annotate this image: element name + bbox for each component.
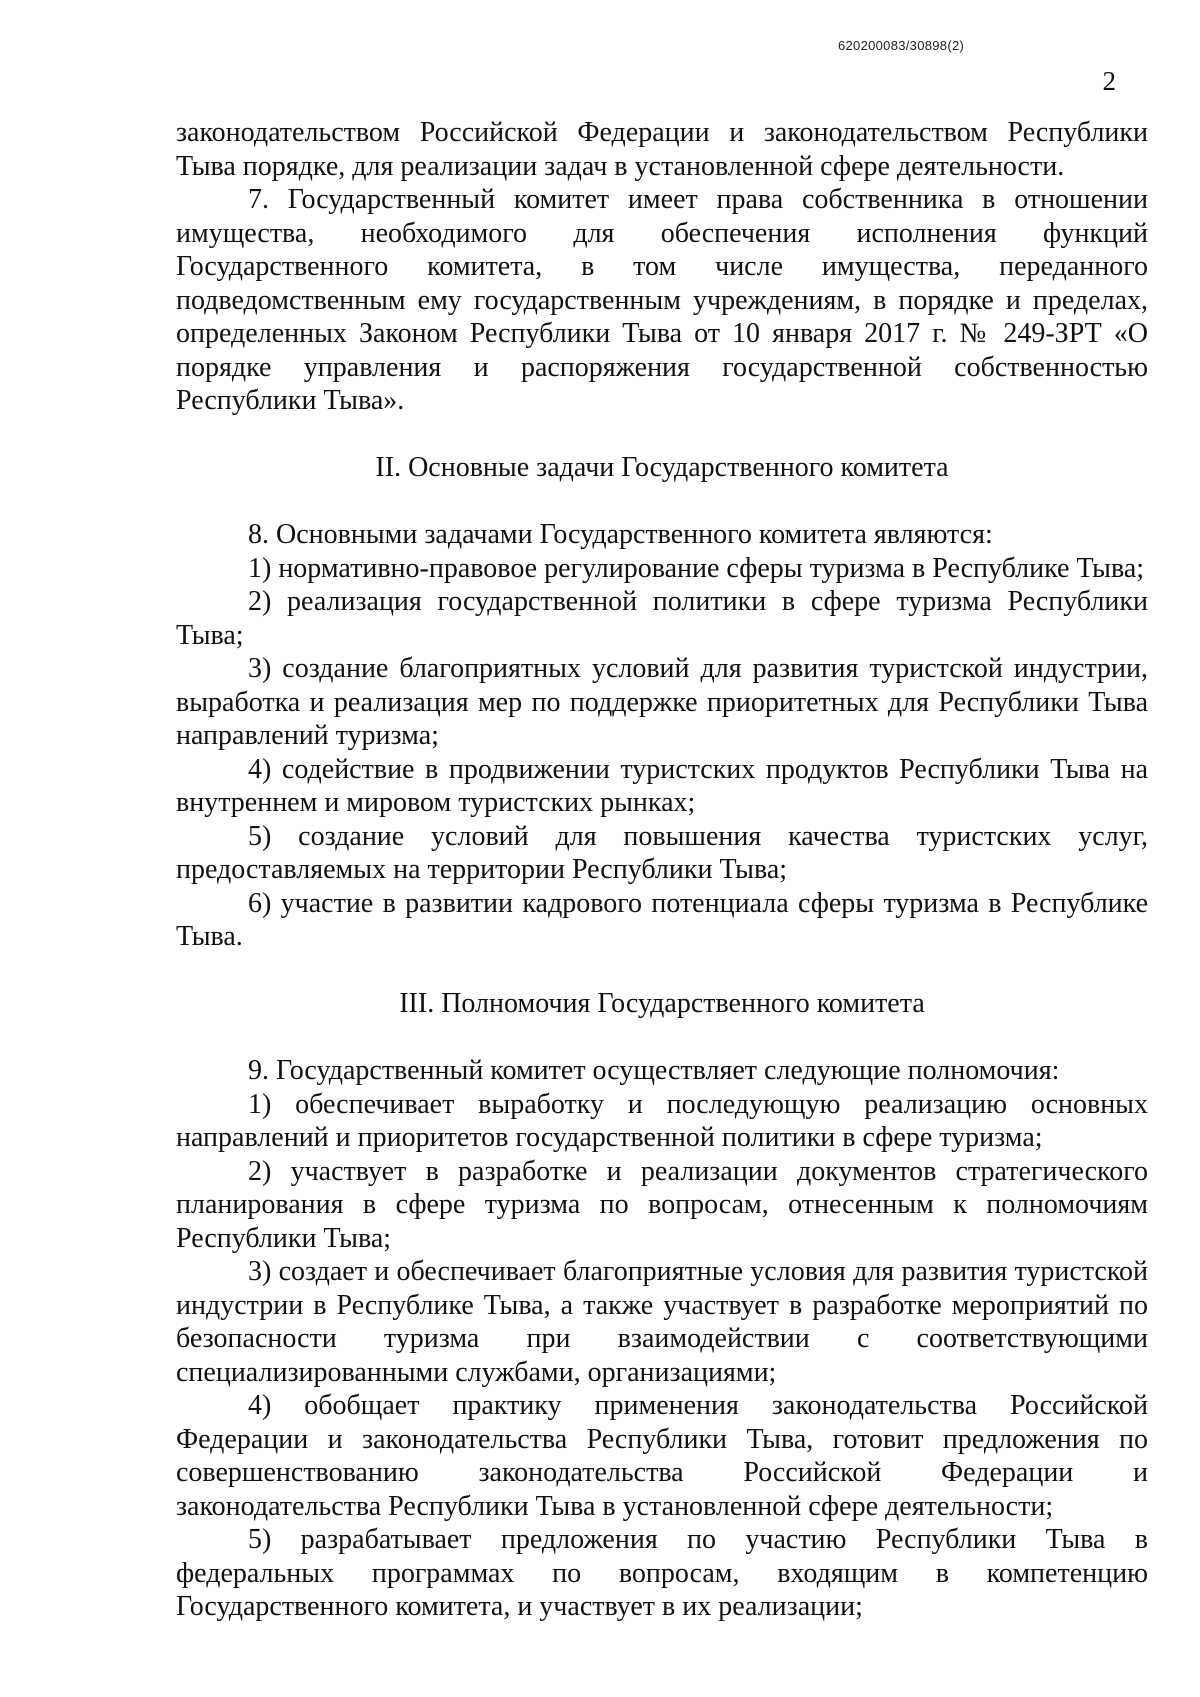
list-item-8-1: 1) нормативно-правовое регулирование сферы туризма в Республике Тыва; [248,552,1145,584]
document-body [176,116,1148,1624]
spacer [176,418,1148,452]
document-id: 620200083/30898(2) [838,38,965,53]
paragraph-continuation: законодательством Российской Федерации и законодательством Республики Тыва порядке, для реализации задач в установленной сфере деятельности. [176,117,1148,182]
paragraph-8: 8. Основными задачами Государственного комитета являются: [248,519,993,550]
spacer [176,954,1148,988]
list-item-8-6: 6) участие в развитии кадрового потенциала сферы туризма в Республике Тыва. [176,887,1148,952]
section-heading-2: II. Основные задачи Государственного комитета [375,452,949,483]
list-item-9-2: 2) участвует в разработке и реализации документов стратегического планирования в сфере туризма по вопросам, отнесенным к полномочиям Республики Тыва; [176,1155,1148,1254]
list-item-9-4: 4) обобщает практику применения законодательства Российской Федерации и законодательства Республики Тыва, готовит предложения по совершенствованию законодательства Российской Федерации и законодательства Республики Тыва в установленной сфере деятельности; [176,1390,1148,1522]
section-heading-3: III. Полномочия Государственного комитета [399,988,925,1019]
list-item-9-1: 1) обеспечивает выработку и последующую реализацию основных направлений и приоритетов государственной политики в сфере туризма; [176,1088,1148,1153]
paragraph-7: 7. Государственный комитет имеет права собственника в отношении имущества, необходимого для обеспечения исполнения функций Государственного комитета, в том числе имущества, переданного подведомственным ему государственным учреждениям, в порядке и пределах, определенных Законом Республики Тыва от 10 января 2017 г. № 249-ЗРТ «О порядке управления и распоряжения государственной собственностью Республики Тыва». [176,184,1148,416]
page-number: 2 [1102,66,1116,96]
list-item-8-5: 5) создание условий для повышения качества туристских услуг, предоставляемых на территории Республики Тыва; [176,820,1148,885]
list-item-8-4: 4) содействие в продвижении туристских продуктов Республики Тыва на внутреннем и мировом туристских рынках; [176,753,1148,818]
list-item-9-5: 5) разрабатывает предложения по участию Республики Тыва в федеральных программах по вопросам, входящим в компетенцию Государственного комитета, и участвует в их реализации; [176,1524,1148,1622]
spacer [176,485,1148,519]
list-item-8-3: 3) создание благоприятных условий для развития туристской индустрии, выработка и реализация мер по поддержке приоритетных для Республики Тыва направлений туризма; [176,653,1148,751]
paragraph-9: 9. Государственный комитет осуществляет следующие полномочия: [248,1055,1060,1086]
spacer [176,1021,1148,1055]
list-item-9-3: 3) создает и обеспечивает благоприятные условия для развития туристской индустрии в Республике Тыва, а также участвует в разработке мероприятий по безопасности туризма при взаимодействии с соответствующими специализированными службами, организациями; [176,1256,1148,1388]
list-item-8-2: 2) реализация государственной политики в сфере туризма Республики Тыва; [176,586,1148,651]
